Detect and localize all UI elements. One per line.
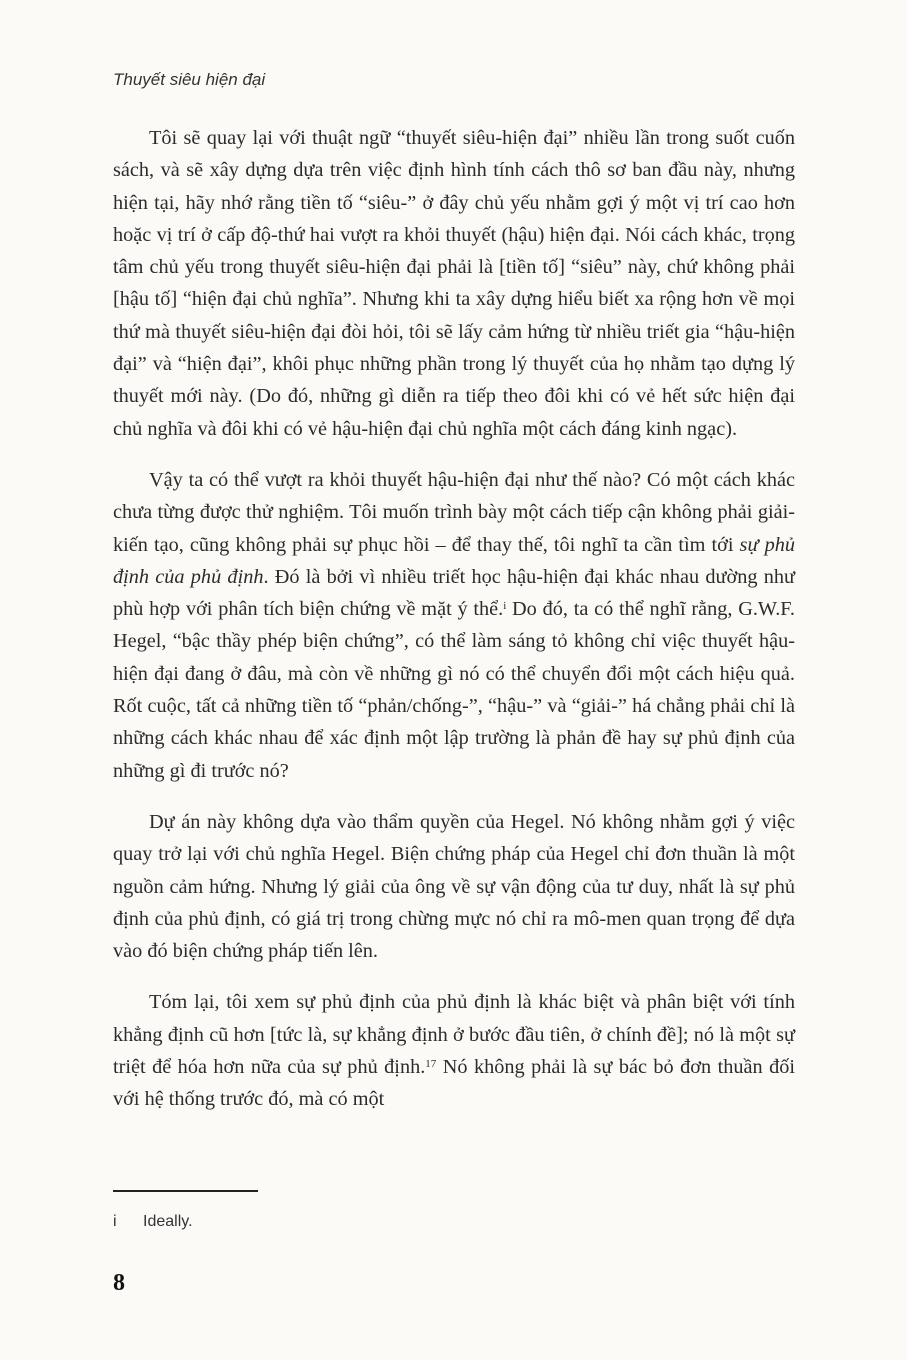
endnote-reference-17[interactable]: 17 <box>425 1058 437 1071</box>
footnote-mark: i <box>113 1213 117 1230</box>
running-header: Thuyết siêu hiện đại <box>113 70 266 89</box>
footnote-reference-i[interactable]: i <box>503 600 507 613</box>
body-text <box>113 122 795 1135</box>
paragraph-2-text-b: . Đó là bởi vì nhiều triết học hậu-hiện đại khác nhau dường như phù hợp với phân tích biện chứng về mặt ý thể. <box>113 565 795 621</box>
paragraph-4-text-a: Tóm lại, tôi xem sự phủ định của phủ định là khác biệt và phân biệt với tính khẳng định cũ hơn [tức là, sự khẳng định ở bước đầu tiên, ở chính đề]; nó là một sự triệt để hóa hơn nữa của sự phủ định. <box>113 991 795 1079</box>
paragraph-2 <box>113 464 795 787</box>
footnote-text: Ideally. <box>143 1213 193 1230</box>
paragraph-4-text-b: Nó không phải là sự bác bỏ đơn thuần đối với hệ thống trước đó, mà có một <box>113 1056 795 1111</box>
paragraph-2-emphasis: sự phủ định của phủ định <box>113 533 795 588</box>
paragraph-4 <box>113 986 795 1115</box>
page-number: 8 <box>113 1270 125 1296</box>
paragraph-3: Dự án này không dựa vào thẩm quyền của Hegel. Nó không nhằm gợi ý việc quay trở lại với chủ nghĩa Hegel. Biện chứng pháp của Hegel chỉ đơn thuần là một nguồn cảm hứng. Nhưng lý giải của ông về sự vận động của tư duy, nhất là sự phủ định của phủ định, có giá trị trong chừng mực nó chỉ ra mô-men quan trọng để dựa vào đó biện chứng pháp tiến lên. <box>113 810 795 963</box>
footnote <box>113 1213 193 1231</box>
footnote-divider <box>113 1190 258 1192</box>
paragraph-1: Tôi sẽ quay lại với thuật ngữ “thuyết siêu-hiện đại” nhiều lần trong suốt cuốn sách, và sẽ xây dựng dựa trên việc định hình tính cách thô sơ ban đầu này, nhưng hiện tại, hãy nhớ rằng tiền tố “siêu-” ở đây chủ yếu nhằm gợi ý một vị trí cao hơn hoặc vị trí ở cấp độ-thứ hai vượt ra khỏi thuyết (hậu) hiện đại. Nói cách khác, trọng tâm chủ yếu trong thuyết siêu-hiện đại phải là [tiền tố] “siêu” này, chứ không phải [hậu tố] “hiện đại chủ nghĩa”. Nhưng khi ta xây dựng hiểu biết xa rộng hơn về mọi thứ mà thuyết siêu-hiện đại đòi hỏi, tôi sẽ lấy cảm hứng từ nhiều triết gia “hậu-hiện đại” và “hiện đại”, khôi phục những phần trong lý thuyết của họ nhằm tạo dựng lý thuyết mới này. (Do đó, những gì diễn ra tiếp theo đôi khi có vẻ hết sức hiện đại chủ nghĩa và đôi khi có vẻ hậu-hiện đại chủ nghĩa một cách đáng kinh ngạc). <box>113 127 795 440</box>
paragraph-2-text-c: Do đó, ta có thể nghĩ rằng, G.W.F. Hegel, “bậc thầy phép biện chứng”, có thể làm sáng tỏ không chỉ việc thuyết hậu-hiện đại đang ở đâu, mà còn về những gì nó có thể chuyển đổi một cách hiệu quả. Rốt cuộc, tất cả những tiền tố “phản/chống-”, “hậu-” và “giải-” há chẳng phải chỉ là những cách khác nhau để xác định một lập trường là phản đề hay sự phủ định của những gì đi trước nó? <box>113 598 795 782</box>
paragraph-2-text-a: Vậy ta có thể vượt ra khỏi thuyết hậu-hiện đại như thế nào? Có một cách khác chưa từng được thử nghiệm. Tôi muốn trình bày một cách tiếp cận không phải giải-kiến tạo, cũng không phải sự phục hồi – để thay thế, tôi nghĩ ta cần tìm tới <box>113 468 795 556</box>
